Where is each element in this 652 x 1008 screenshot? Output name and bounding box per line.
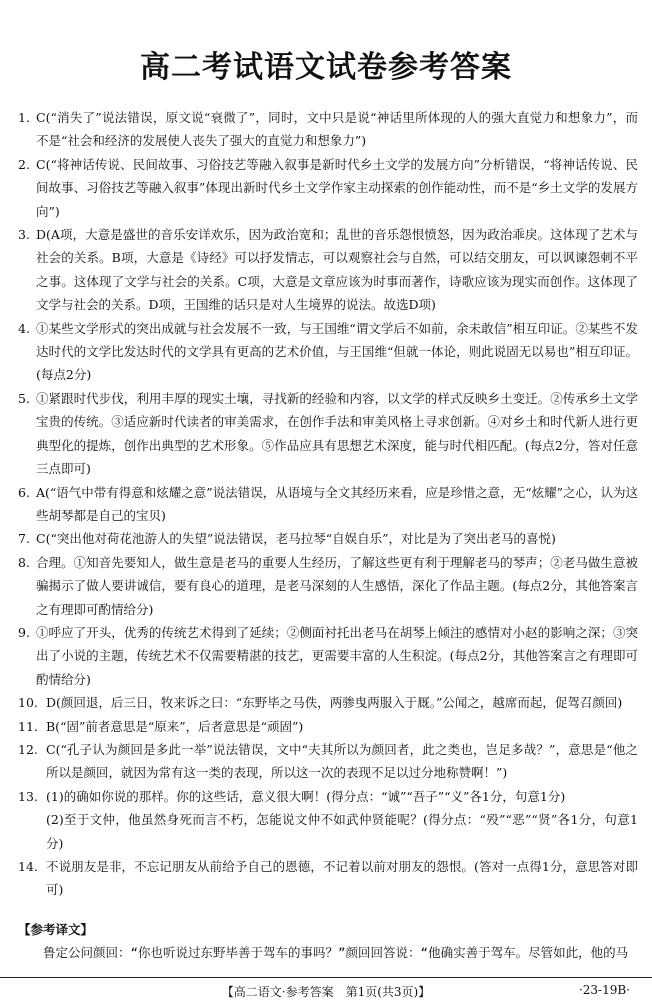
footer-code: ·23-19B· [578, 983, 630, 997]
answer-number: 9. [18, 624, 30, 640]
reference-translation: 鲁定公问颜回：“你也听说过东野毕善于驾车的事吗？”颜回回答说：“他确实善于驾车。尽管如此，他的马 [43, 945, 629, 960]
answer-text: C(“将神话传说、民间故事、习俗技艺等融入叙事是新时代乡土文学的发展方向”分析错误，“将神话传说、民间故事、习俗技艺等融入叙事”体现出新时代乡土文学作家主动探索的创作能动性，而不是“乡土文学的发展方向”) [36, 156, 638, 219]
answer-item [18, 551, 638, 621]
answer-number: 10. [18, 695, 38, 711]
answer-text: C(“消失了”说法错误，原文说“衰微了”，同时，文中只是说“神话里所体现的人的强大直觉力和想象力”，而不是“社会和经济的发展使人丧失了强大的直觉力和想象力”) [36, 110, 638, 149]
answer-text: B(“固”前者意思是“原来”，后者意思是“顽固”) [46, 718, 304, 734]
answer-item [18, 387, 638, 481]
answer-number: 3. [18, 227, 30, 243]
answer-number: 6. [18, 484, 30, 500]
answer-item [18, 691, 638, 714]
answer-number: 2. [18, 156, 30, 172]
answer-subpart: (1)的确如你说的那样。你的这些话，意义很大啊！(得分点：“诚”“吾子”“义”各1分，句意1分) [46, 788, 566, 804]
answer-item [18, 855, 638, 902]
answer-number: 13. [18, 788, 38, 804]
answer-number: 1. [18, 110, 30, 125]
page-title: 高二考试语文试卷参考答案 [140, 50, 512, 85]
answer-item [18, 153, 638, 223]
answer-text: 不说朋友是非，不忘记朋友从前给予自己的恩德，不记着以前对朋友的怨恨。(答对一点得1分，意思答对即可) [46, 859, 638, 898]
answer-item [18, 785, 638, 855]
answer-item [18, 715, 638, 738]
footer-page-info: 【高二语文·参考答案 第1页(共3页)】 [221, 985, 431, 999]
answer-item [18, 223, 638, 317]
answer-text: D(A项，大意是盛世的音乐安详欢乐，因为政治宽和；乱世的音乐怨恨愤怒，因为政治乖戾。这体现了艺术与社会的关系。B项，大意是《诗经》可以抒发情志，可以观察社会与自然，可以结交朋友，可以讽谏怨刺不平之事。这体现了文学与社会的关系。C项，大意是文章应该为时事而著作，诗歌应该为现实而创作。这体现了文学与社会的关系。D项，王国维的话只是对人生境界的说法。故选D项) [36, 227, 638, 313]
answer-text: D(颜回退，后三日，牧来诉之曰：“东野毕之马佚，两骖曳两服入于厩。”公闻之，越席而起，促驾召颜回) [46, 695, 623, 711]
answer-text: ①紧跟时代步伐，利用丰厚的现实土壤，寻找新的经验和内容，以文学的样式反映乡土变迁。②传承乡土文学宝贵的传统。③适应新时代读者的审美需求，在创作手法和审美风格上寻求创新。④对乡土和时代新人进行更典型化的提炼，创作出典型的艺术形象。⑤作品应具有思想艺术深度，能与时代相匹配。(每点2分，答对任意三点即可) [36, 390, 638, 477]
answer-number: 12. [18, 741, 38, 757]
answer-number: 8. [18, 554, 30, 570]
reference-heading: 【参考译文】 [18, 922, 94, 937]
answer-text: ①某些文学形式的突出成就与社会发展不一致，与王国维“谓文学后不如前，余未敢信”相互印证。②某些不发达时代的文学比发达时代的文学具有更高的艺术价值，与王国维“但就一体论，则此说固无以易也”相互印证。(每点2分) [36, 320, 638, 383]
answer-text: C(“孔子认为颜回是多此一举”说法错误，文中“夫其所以为颜回者，此之类也，岂足多哉？”，意思是“他之所以是颜回，就因为常有这一类的表现，所以这一次的表现不足以过分地称赞啊！”) [46, 741, 638, 781]
answer-item [18, 481, 638, 528]
page-footer [0, 977, 652, 1002]
answer-number: 5. [18, 390, 30, 406]
answer-text: C(“突出他对荷花池游人的失望”说法错误，老马拉琴“自娱自乐”，对比是为了突出老马的喜悦) [36, 531, 556, 547]
answer-text: 合理。①知音先要知人，做生意是老马的重要人生经历，了解这些更有利于理解老马的琴声；②老马做生意被骗揭示了做人要讲诚信，要有良心的道理，是老马深刻的人生感悟，深化了作品主题。(每点2分，其他答案言之有理即可酌情给分) [36, 554, 638, 617]
answer-list [18, 106, 638, 902]
answer-item [18, 527, 638, 550]
answer-number: 4. [18, 320, 30, 336]
answer-item [18, 738, 638, 785]
answer-subpart: (2)至于文仲，他虽然身死而言不朽，怎能说文仲不如武仲贤能呢？(得分点：“殁”“恶”“贤”各1分，句意1分) [46, 812, 638, 851]
answer-number: 11. [18, 718, 38, 734]
answer-item [18, 621, 638, 691]
answer-number: 14. [18, 859, 38, 874]
answer-text: ①呼应了开头，优秀的传统艺术得到了延续；②侧面衬托出老马在胡琴上倾注的感情对小赵的影响之深；③突出了小说的主题，传统艺术不仅需要精湛的技艺，更需要丰富的人生积淀。(每点2分，其他答案言之有理即可酌情给分) [36, 624, 638, 687]
answer-number: 7. [18, 531, 30, 547]
answer-item [18, 317, 638, 387]
answer-text: A(“语气中带有得意和炫耀之意”说法错误，从语境与全文其经历来看，应是珍惜之意，无“炫耀”之心，认为这些胡琴都是自己的宝贝) [36, 484, 638, 523]
answer-item [18, 106, 638, 153]
